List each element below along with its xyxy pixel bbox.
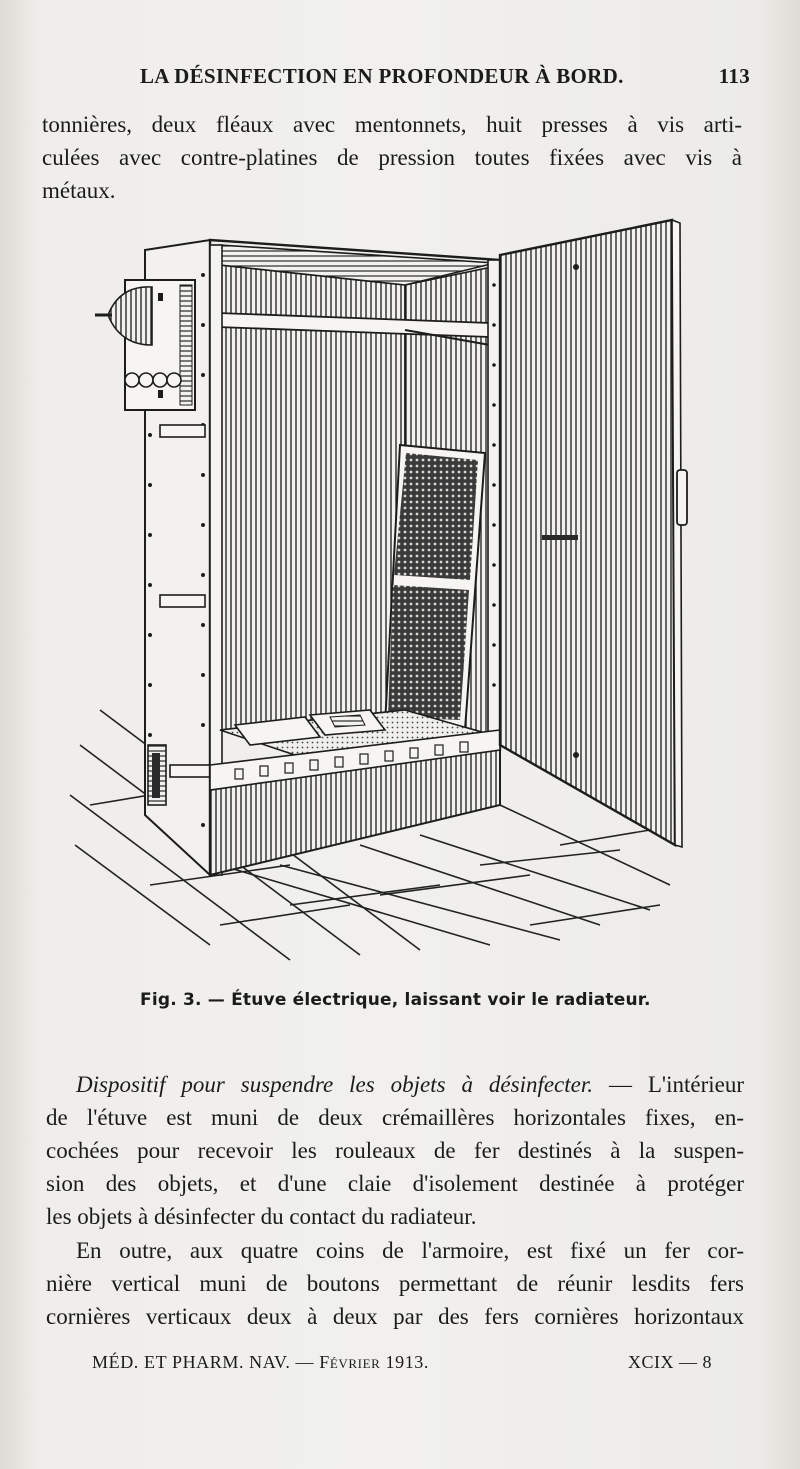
electric-switch-panel — [95, 280, 195, 410]
text-line: métaux. — [42, 178, 116, 203]
text-line — [46, 1068, 744, 1101]
paragraph-2 — [46, 1234, 744, 1333]
running-title: LA DÉSINFECTION EN PROFONDEUR À BORD. — [140, 64, 624, 88]
text-line: de l'étuve est muni de deux crémaillères horizontales fixes, en- — [46, 1105, 744, 1130]
journal-reference: MÉD. ET PHARM. NAV. — Février 1913. — [92, 1352, 429, 1372]
open-door — [500, 220, 687, 847]
text-line: cornières verticaux deux à deux par des fers cornières horizontaux — [46, 1304, 744, 1329]
text-line: nière vertical muni de boutons permettant de réunir lesdits fers — [46, 1271, 744, 1296]
page-number: 113 — [718, 64, 750, 88]
intro-paragraph — [42, 108, 742, 207]
cabinet-interior-back — [220, 265, 405, 730]
section-heading: Dispositif pour suspendre les objets à désinfecter. — [76, 1072, 594, 1097]
figure-caption: Fig. 3. — Étuve électrique, laissant voir le radiateur. — [140, 990, 651, 1010]
signature-mark: XCIX — 8 — [628, 1352, 712, 1372]
text-line: En outre, aux quatre coins de l'armoire, est fixé un fer cor- — [76, 1238, 744, 1263]
text-line: les objets à désinfecter du contact du radiateur. — [46, 1204, 477, 1229]
section-heading-tail: — L'intérieur — [608, 1072, 744, 1097]
text-line: culées avec contre-platines de pression toutes fixées avec vis à — [42, 145, 742, 170]
figure-electric-sterilizer — [60, 205, 700, 965]
section-paragraph — [46, 1068, 744, 1233]
text-line: tonnières, deux fléaux avec mentonnets, huit presses à vis arti- — [42, 112, 742, 137]
text-line: cochées pour recevoir les rouleaux de fer destinés à la suspen- — [46, 1138, 744, 1163]
text-line: sion des objets, et d'une claie d'isolement destinée à protéger — [46, 1171, 744, 1196]
